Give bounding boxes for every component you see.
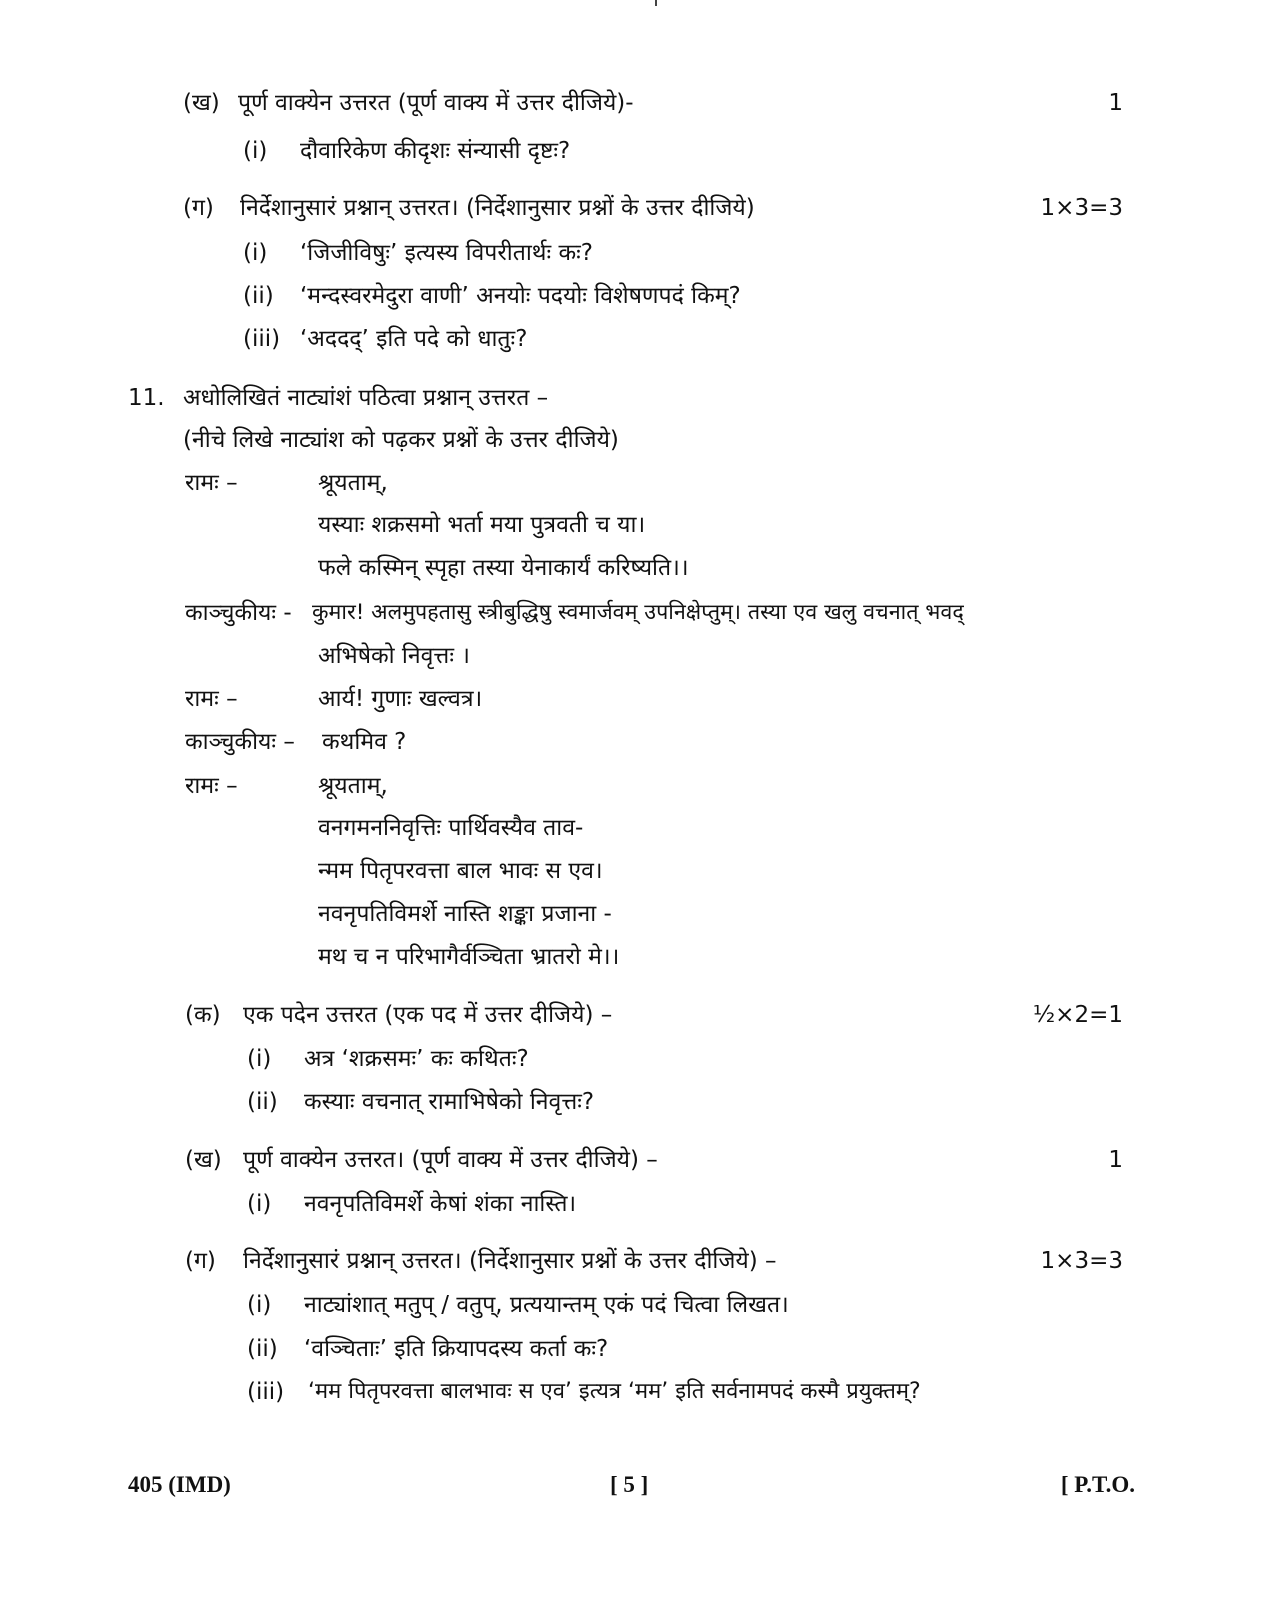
q11-ga-ii-text: ‘वञ्चिताः’ इति क्रियापदस्य कर्ता कः? xyxy=(304,1336,609,1362)
passage-line: अभिषेको निवृत्तः । xyxy=(318,643,471,669)
q11-ka-marks: ½×2=1 xyxy=(1032,1002,1123,1028)
q11-title: अधोलिखितं नाट्यांशं पठित्वा प्रश्नान् उत्तरत – xyxy=(183,385,549,411)
q10-kha-marks: 1 xyxy=(1108,90,1123,116)
passage-line: फले कस्मिन् स्पृहा तस्या येनाकार्यं करिष्यति।। xyxy=(318,555,689,581)
q11-ga-i-text: नाट्यांशात् मतुप् / वतुप्, प्रत्ययान्तम् एकं पदं चित्वा लिखत। xyxy=(304,1292,789,1318)
q11-ka-i-text: अत्र ‘शक्रसमः’ कः कथितः? xyxy=(304,1046,529,1072)
q11-ka-label: (क) xyxy=(185,1002,221,1028)
q11-ga-iii-num: (iii) xyxy=(247,1379,285,1405)
passage-speaker: रामः – xyxy=(185,773,238,799)
q10-kha-i-text: दौवारिकेण कीदृशः संन्यासी दृष्टः? xyxy=(300,138,571,164)
q10-ga-iii-num: (iii) xyxy=(243,326,281,352)
q10-ga-text: निर्देशानुसारं प्रश्नान् उत्तरत। (निर्देशानुसार प्रश्नों के उत्तर दीजिये) xyxy=(240,195,755,221)
top-mark xyxy=(655,0,657,6)
q11-kha-i-num: (i) xyxy=(247,1191,272,1217)
passage-line: श्रूयताम्, xyxy=(318,773,388,799)
q11-ga-text: निर्देशानुसारं प्रश्नान् उत्तरत। (निर्देशानुसार प्रश्नों के उत्तर दीजिये) – xyxy=(243,1248,777,1274)
q10-ga-ii-num: (ii) xyxy=(243,283,274,309)
q11-ka-i-num: (i) xyxy=(247,1046,272,1072)
passage-line: मथ च न परिभागैर्वञ्चिता भ्रातरो मे।। xyxy=(318,944,620,970)
q11-kha-marks: 1 xyxy=(1108,1147,1123,1173)
q11-kha-label: (ख) xyxy=(185,1147,222,1173)
q10-ga-marks: 1×3=3 xyxy=(1040,195,1123,221)
passage-line: आर्य! गुणाः खल्वत्र। xyxy=(318,686,483,712)
q10-ga-i-text: ‘जिजीविषुः’ इत्यस्य विपरीतार्थः कः? xyxy=(300,240,593,266)
passage-line: श्रूयताम्, xyxy=(318,470,388,496)
q11-kha-text: पूर्ण वाक्येन उत्तरत। (पूर्ण वाक्य में उत्तर दीजिये) – xyxy=(243,1147,658,1173)
passage-speaker: रामः – xyxy=(185,470,238,496)
q10-kha-label: (ख) xyxy=(183,90,220,116)
passage-line: नवनृपतिविमर्शे नास्ति शङ्का प्रजाना - xyxy=(318,901,612,927)
q11-kha-i-text: नवनृपतिविमर्शे केषां शंका नास्ति। xyxy=(304,1191,577,1217)
passage-line: यस्याः शक्रसमो भर्ता मया पुत्रवती च या। xyxy=(318,512,646,538)
passage-line: कथमिव ? xyxy=(322,729,407,755)
passage-speaker: रामः – xyxy=(185,686,238,712)
q11-ka-ii-num: (ii) xyxy=(247,1089,278,1115)
q10-ga-label: (ग) xyxy=(183,195,214,221)
q10-ga-ii-text: ‘मन्दस्वरमेदुरा वाणी’ अनयोः पदयोः विशेषणपदं किम्? xyxy=(300,283,741,309)
q11-subtitle: (नीचे लिखे नाट्यांश को पढ़कर प्रश्नों के उत्तर दीजिये) xyxy=(183,427,619,453)
q11-ga-i-num: (i) xyxy=(247,1292,272,1318)
passage-line: कुमार! अलमुपहतासु स्त्रीबुद्धिषु स्वमार्जवम् उपनिक्षेप्तुम्। तस्या एव खलु वचनात् भवद् xyxy=(312,600,964,625)
passage-line: वनगमननिवृत्तिः पार्थिवस्यैव ताव- xyxy=(318,815,584,841)
q11-ga-label: (ग) xyxy=(185,1248,216,1274)
q11-ga-ii-num: (ii) xyxy=(247,1336,278,1362)
passage-line: न्मम पितृपरवत्ता बाल भावः स एव। xyxy=(318,858,603,884)
passage-speaker: काञ्चुकीयः – xyxy=(185,729,295,755)
footer-page-number: [ 5 ] xyxy=(610,1472,649,1497)
q10-kha-i-num: (i) xyxy=(243,138,268,164)
footer-paper-code: 405 (IMD) xyxy=(128,1472,231,1497)
q11-ka-ii-text: कस्याः वचनात् रामाभिषेको निवृत्तः? xyxy=(304,1089,595,1115)
q11-ga-iii-text: ‘मम पितृपरवत्ता बालभावः स एव’ इत्यत्र ‘मम’ इति सर्वनामपदं कस्मै प्रयुक्तम्? xyxy=(308,1379,921,1404)
q11-ka-text: एक पदेन उत्तरत (एक पद में उत्तर दीजिये) – xyxy=(243,1002,613,1028)
q10-kha-text: पूर्ण वाक्येन उत्तरत (पूर्ण वाक्य में उत्तर दीजिये)- xyxy=(238,90,634,116)
footer-pto: [ P.T.O. xyxy=(1060,1472,1135,1497)
q10-ga-i-num: (i) xyxy=(243,240,268,266)
q11-number: 11. xyxy=(128,385,165,411)
q11-ga-marks: 1×3=3 xyxy=(1040,1248,1123,1274)
q10-ga-iii-text: ‘अददद्’ इति पदे को धातुः? xyxy=(300,326,528,352)
passage-speaker: काञ्चुकीयः - xyxy=(185,600,292,626)
